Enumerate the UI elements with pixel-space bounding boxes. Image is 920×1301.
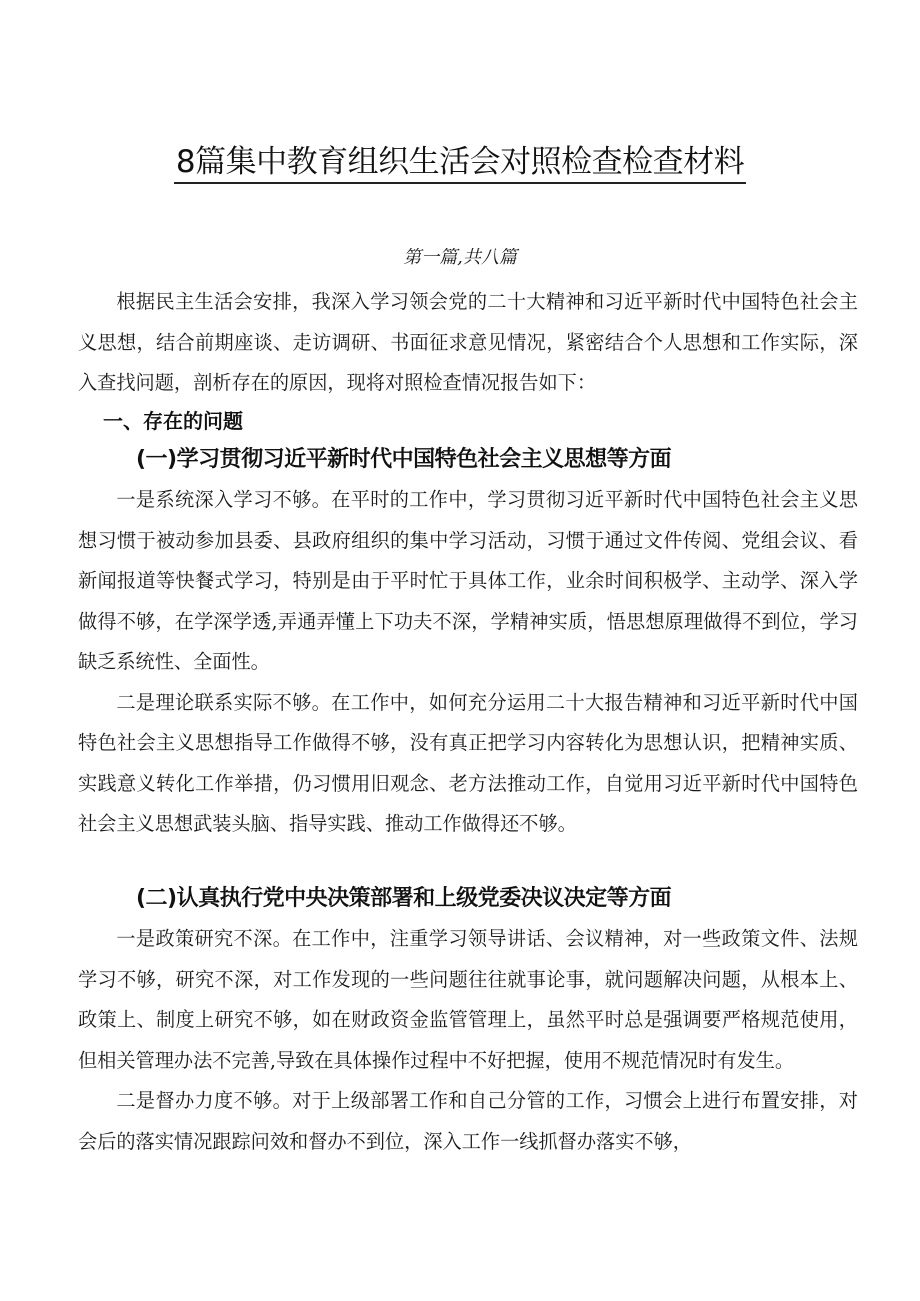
intro-paragraph: 根据民主生活会安排，我深入学习领会党的二十大精神和习近平新时代中国特色社会主义思想，结合前期座谈、走访调研、书面征求意见情况，紧密结合个人思想和工作实际，深入查找问题，剖析存在的原因，现将对照检查情况报告如下： [78, 290, 858, 394]
subsection-1-body [78, 480, 858, 845]
subsection-1-paragraph-2: 二是理论联系实际不够。在工作中，如何充分运用二十大报告精神和习近平新时代中国特色社会主义思想指导工作做得不够，没有真正把学习内容转化为思想认识，把精神实质、实践意义转化工作举措，仍习惯用旧观念、老方法推动工作，自觉用习近平新时代中国特色社会主义思想武装头脑、指导实践、推动工作做得还不够。 [78, 690, 858, 835]
subsection-2-paragraph-2: 二是督办力度不够。对于上级部署工作和自己分管的工作，习惯会上进行布置安排，对会后的落实情况跟踪问效和督办不到位，深入工作一线抓督办落实不够， [78, 1089, 858, 1153]
document-title-text: 8篇集中教育组织生活会对照检查检查材料 [174, 142, 746, 184]
subsection-heading-1: (一)学习贯彻习近平新时代中国特色社会主义思想等方面 [136, 447, 672, 472]
section-heading-problems: 一、存在的问题 [103, 409, 243, 433]
intro-block [78, 282, 858, 404]
document-title [0, 140, 920, 184]
document-subtitle: 第一篇,共八篇 [403, 247, 517, 268]
subsection-2-paragraph-1: 一是政策研究不深。在工作中，注重学习领导讲话、会议精神，对一些政策文件、法规学习不够，研究不深，对工作发现的一些问题往往就事论事，就问题解决问题，从根本上、政策上、制度上研究不够，如在财政资金监管管理上，虽然平时总是强调要严格规范使用，但相关管理办法不完善,导致在具体操作过程中不好把握，使用不规范情况时有发生。 [78, 927, 858, 1072]
subsection-1-paragraph-1: 一是系统深入学习不够。在平时的工作中，学习贯彻习近平新时代中国特色社会主义思想习惯于被动参加县委、县政府组织的集中学习活动，习惯于通过文件传阅、党组会议、看新闻报道等快餐式学习，特别是由于平时忙于具体工作，业余时间积极学、主动学、深入学做得不够，在学深学透,弄通弄懂上下功夫不深，学精神实质，悟思想原理做得不到位，学习缺乏系统性、全面性。 [78, 488, 858, 673]
subsection-heading-2: (二)认真执行党中央决策部署和上级党委决议决定等方面 [136, 886, 672, 911]
subsection-2-body [78, 919, 858, 1162]
